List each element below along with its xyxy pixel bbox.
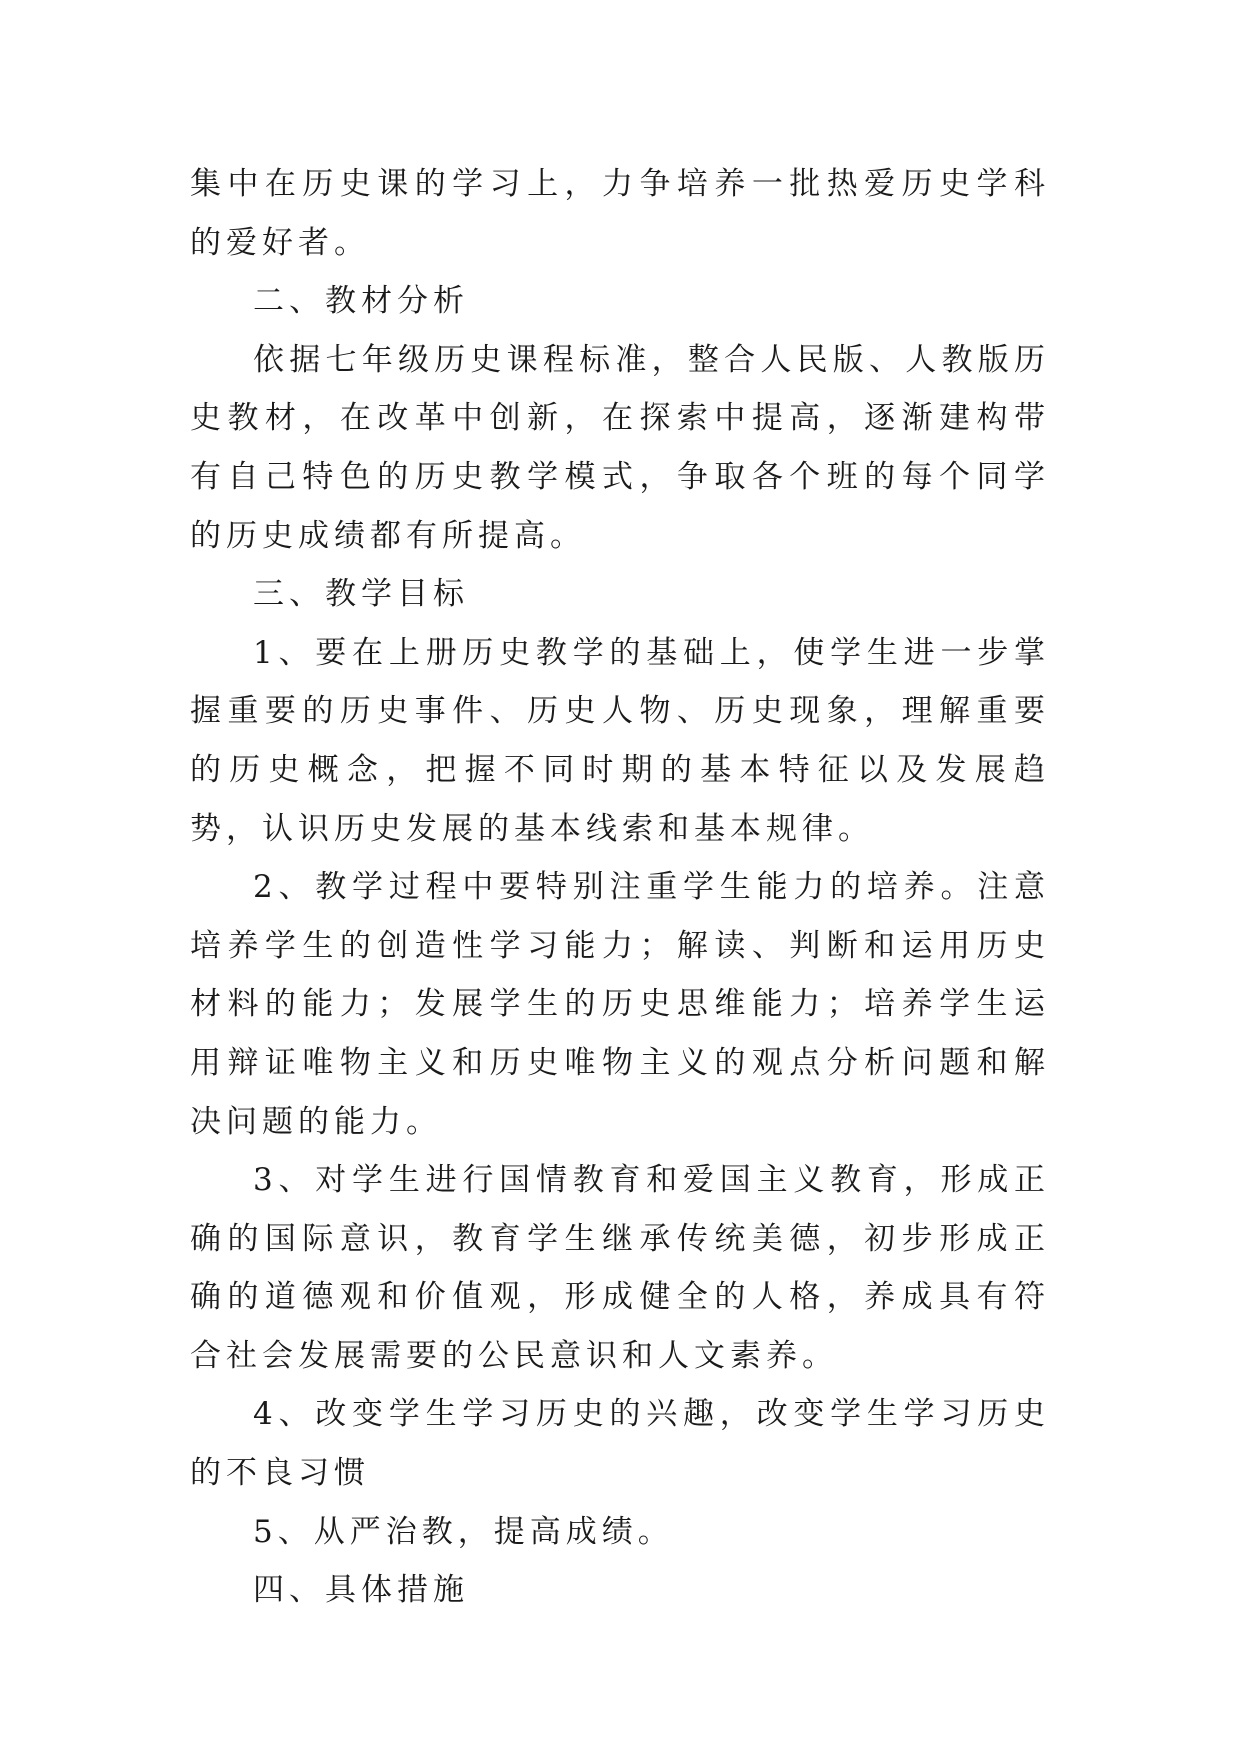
body-paragraph-textbook-analysis: 依据七年级历史课程标准，整合人民版、人教版历史教材，在改革中创新，在探索中提高，逐渐建构带有自己特色的历史教学模式，争取各个班的每个同学的历史成绩都有所提高。 xyxy=(190,341,1050,554)
document-page xyxy=(190,155,1050,1620)
goal-item-5: 5、从严治教，提高成绩。 xyxy=(253,1513,674,1550)
goal-item-1: 1、要在上册历史教学的基础上，使学生进一步掌握重要的历史事件、历史人物、历史现象，理解重要的历史概念，把握不同时期的基本特征以及发展趋势，认识历史发展的基本线索和基本规律。 xyxy=(190,634,1050,847)
body-paragraph-continued: 集中在历史课的学习上，力争培养一批热爱历史学科的爱好者。 xyxy=(190,166,1050,261)
section-heading-teaching-goals: 三、教学目标 xyxy=(253,576,469,613)
section-heading-measures: 四、具体措施 xyxy=(253,1572,469,1609)
section-heading-textbook-analysis: 二、教材分析 xyxy=(253,283,469,320)
goal-item-4: 4、改变学生学习历史的兴趣，改变学生学习历史的不良习惯 xyxy=(190,1396,1050,1492)
goal-item-2: 2、教学过程中要特别注重学生能力的培养。注意培养学生的创造性学习能力；解读、判断和运用历史材料的能力；发展学生的历史思维能力；培养学生运用辩证唯物主义和历史唯物主义的观点分析问题和解决问题的能力。 xyxy=(190,869,1050,1140)
goal-item-3: 3、对学生进行国情教育和爱国主义教育，形成正确的国际意识，教育学生继承传统美德，初步形成正确的道德观和价值观，形成健全的人格，养成具有符合社会发展需要的公民意识和人文素养。 xyxy=(190,1162,1050,1374)
